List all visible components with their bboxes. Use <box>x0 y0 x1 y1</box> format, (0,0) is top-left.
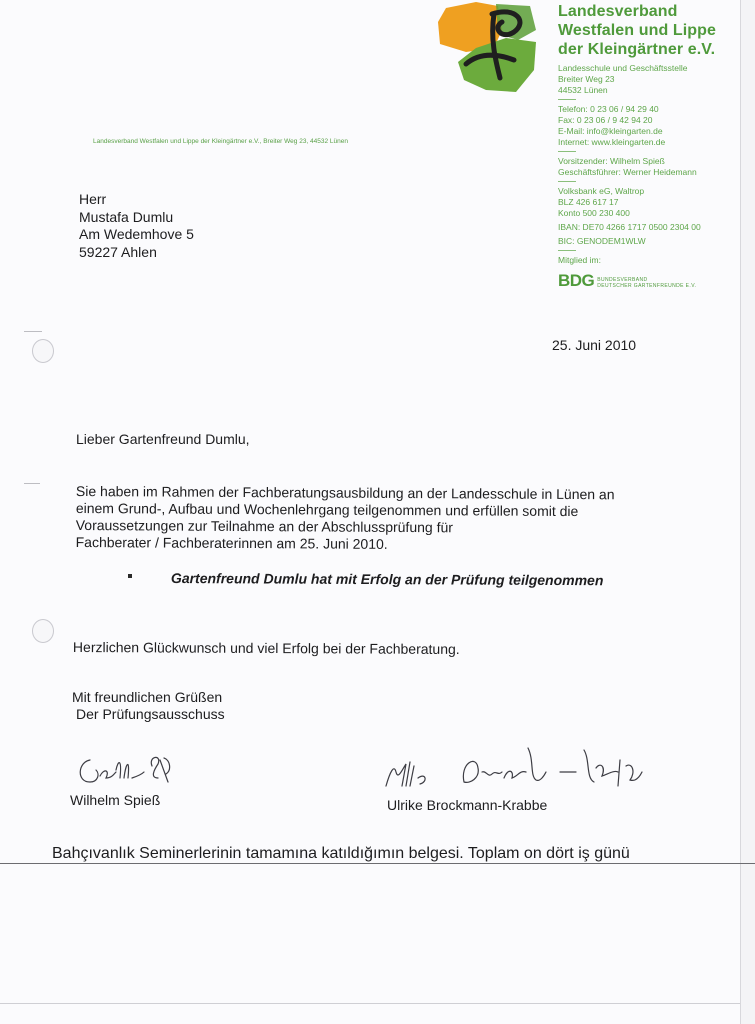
recipient-name: Mustafa Dumlu <box>79 208 174 225</box>
org-name-line-2: Westfalen und Lippe <box>558 22 717 39</box>
caption-underline <box>0 863 755 864</box>
divider <box>558 99 576 100</box>
org-bic: BIC: GENODEM1WLW <box>558 236 646 246</box>
bullet-icon <box>128 574 132 578</box>
bdg-caption-line-2: DEUTSCHER GARTENFREUNDE E.V. <box>597 283 697 289</box>
bdg-badge <box>558 271 716 291</box>
signatory-right: Ulrike Brockmann-Krabbe <box>387 797 548 813</box>
org-bank: Volksbank eG, Waltrop <box>558 186 645 196</box>
letter-salutation: Lieber Gartenfreund Dumlu, <box>76 431 250 447</box>
exam-result-statement: Gartenfreund Dumlu hat mit Erfolg an der Prüfung teilgenommen <box>170 570 604 589</box>
paragraph-line: Voraussetzungen zur Teilnahme an der Abschlussprüfung für <box>75 516 453 536</box>
paragraph-line: einem Grund-, Aufbau und Wochenlehrgang teilgenommen und erfüllen somit die <box>75 499 579 520</box>
org-school: Landesschule und Geschäftsstelle <box>558 63 688 73</box>
org-email: E-Mail: info@kleingarten.de <box>558 126 663 136</box>
recipient-address <box>79 191 194 261</box>
bdg-caption <box>597 277 696 289</box>
paragraph-line: Fachberater / Fachberaterinnen am 25. Juni 2010. <box>75 533 388 552</box>
closing-committee: Der Prüfungsausschuss <box>76 706 225 722</box>
punch-hole-top <box>32 339 54 363</box>
org-account: Konto 500 230 400 <box>558 208 630 218</box>
recipient-street: Am Wedemhove 5 <box>79 226 194 242</box>
org-name-line-1: Landesverband <box>558 3 678 20</box>
kleingarten-logo-icon <box>436 0 540 96</box>
org-chair: Vorsitzender: Wilhelm Spieß <box>558 156 665 166</box>
paragraph-line: Sie haben im Rahmen der Fachberatungsausbildung an der Landesschule in Lünen an <box>75 483 615 503</box>
sender-return-address: Landesverband Westfalen und Lippe der Kleingärtner e.V., Breiter Weg 23, 44532 Lünen <box>93 138 349 145</box>
punch-hole-bottom <box>32 619 54 643</box>
org-iban: IBAN: DE70 4266 1717 0500 2304 00 <box>558 222 701 232</box>
recipient-title: Herr <box>79 191 107 207</box>
caption-text: Bahçıvanlık Seminerlerinin tamamına katıldığımın belgesi. Toplam on dört iş günü <box>52 845 630 862</box>
org-phone: Telefon: 0 23 06 / 94 29 40 <box>558 104 659 114</box>
bdg-logo-icon: BDG <box>558 271 595 290</box>
letter-paragraph <box>76 483 676 555</box>
signature-right-icon <box>380 742 646 802</box>
divider <box>558 181 576 182</box>
divider <box>558 151 576 152</box>
bdg-caption-line-1: BUNDESVERBAND <box>597 277 648 283</box>
fold-mark <box>24 331 42 332</box>
org-member-of: Mitglied im: <box>558 255 601 265</box>
letterhead-block <box>558 2 716 291</box>
org-internet: Internet: www.kleingarten.de <box>558 137 666 147</box>
org-name-line-3: der Kleingärtner e.V. <box>558 41 716 58</box>
signature-left-icon <box>72 748 176 792</box>
letter-closing <box>72 689 225 723</box>
org-city: 44532 Lünen <box>558 85 608 95</box>
org-manager: Geschäftsführer: Werner Heidemann <box>558 167 697 177</box>
letter-date: 25. Juni 2010 <box>552 337 637 353</box>
signatory-left: Wilhelm Spieß <box>70 792 161 808</box>
letter-congratulations: Herzlichen Glückwunsch und viel Erfolg bei der Fachberatung. <box>72 639 460 658</box>
fold-mark <box>24 483 40 484</box>
org-street: Breiter Weg 23 <box>558 74 615 84</box>
recipient-city: 59227 Ahlen <box>79 243 157 260</box>
closing-greeting: Mit freundlichen Grüßen <box>72 689 223 705</box>
page-edge-line <box>0 1003 740 1004</box>
org-fax: Fax: 0 23 06 / 9 42 94 20 <box>558 115 653 125</box>
divider <box>558 250 576 251</box>
org-blz: BLZ 426 617 17 <box>558 197 619 207</box>
